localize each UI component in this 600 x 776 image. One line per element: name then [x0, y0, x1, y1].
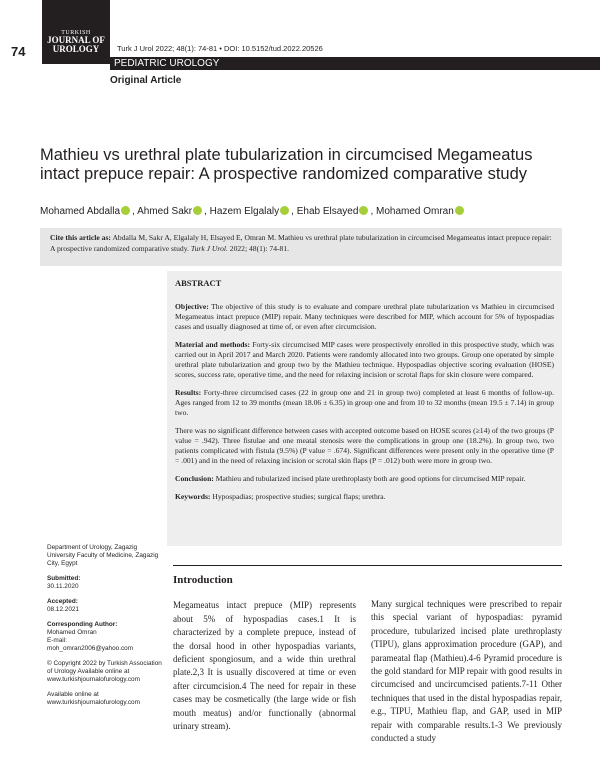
abstract-conclusion [175, 474, 554, 484]
accepted-label: Accepted: [47, 598, 78, 605]
keywords-label: Keywords: [175, 492, 211, 501]
abstract-results-2: There was no significant difference between cases with accepted outcome based on HOSE scores (≥14) of the two groups (P value = .942). Three fistulae and one meatal stenosis were the complications in group one (18.2%). In group two, two patients complicated with fistula (9.5%) (P value = .674). Significant differences were present only in the operative time (P = .001) and in the need of relaxing incision or scrotal skin flaps (P = .012) both were more in group two. [175, 426, 554, 465]
body-column-right [371, 598, 562, 745]
orcid-icon[interactable] [193, 206, 202, 215]
cite-journal: Turk J Urol. [190, 244, 228, 253]
conclusion-label: Conclusion: [175, 474, 214, 483]
section-bar: PEDIATRIC UROLOGY [110, 57, 600, 70]
keywords-text: Hypospadias; prospective studies; surgical flaps; urethra. [212, 492, 386, 501]
logo-line-1: TURKISH [61, 30, 91, 36]
results-text: Forty-three circumcised cases (22 in group one and 21 in group two) completed at least 6 months of follow-up. Ages ranged from 12 to 39 months (mean 18.06 ± 6.35) in group one and from 10 to 32 months (mean 19.5 ± 7.14) in group two. [175, 388, 554, 417]
logo-line-2: JOURNAL OF [47, 35, 105, 45]
author-name[interactable]: Mohamed Abdalla [40, 206, 121, 217]
body-column-left [173, 574, 356, 733]
copyright-notice: © Copyright 2022 by Turkish Association of Urology Available online at www.turkishjournalofurology.com [47, 660, 162, 683]
corresponding-label: Corresponding Author: [47, 621, 118, 628]
article-sidebar [47, 544, 165, 714]
introduction-paragraph-2: Many surgical techniques were prescribed to repair this special variant of hypospadias: pyramid procedure, tubularized incised plate urethroplasty (TIPU), glans approximation procedure (GAP), and parameatal flap (Mathieu).4-6 Pyramid procedure is the gold standard for MIP repair with good results in circumcised and uncircumcised patients.7-11 Other techniques that used in the distal hypospadias repair, e.g., TIPU, Mathieu flap, and GAP, used in MIP repair with comparable results.1-3 We previously conducted a study [371, 599, 562, 744]
abstract-results [175, 388, 554, 418]
cite-text: Abdalla M, Sakr A, Elgalaly H, Elsayed E, Omran M. Mathieu vs urethral plate tubularization in circumcised Megameatus intact prepuce repair: A prospective randomized comparative study. [50, 233, 552, 253]
orcid-icon[interactable] [455, 206, 464, 215]
page-number: 74 [11, 44, 26, 59]
results-label: Results: [175, 388, 202, 397]
conclusion-text: Mathieu and tubularized incised plate urethroplasty both are good options for circumcised MIP repair. [215, 474, 526, 483]
journal-logo [42, 0, 110, 64]
corresponding-author-block [47, 621, 165, 653]
accepted-block [47, 598, 165, 614]
article-title: Mathieu vs urethral plate tubularization in circumcised Megameatus intact prepuce repair: A prospective randomized comparative study [40, 146, 533, 183]
abstract-objective [175, 302, 554, 332]
affiliation: Department of Urology, Zagazig University Faculty of Medicine, Zagazig City, Egypt [47, 544, 159, 567]
abstract-heading: ABSTRACT [175, 278, 222, 288]
available-online: Available online at www.turkishjournalofurology.com [47, 691, 140, 706]
logo-line-3: UROLOGY [52, 44, 100, 54]
author-list: Mohamed Abdalla , Ahmed Sakr , Hazem Elgalaly , Ehab Elsayed , Mohamed Omran [40, 206, 560, 217]
author-name[interactable]: Mohamed Omran [376, 206, 454, 217]
cite-tail: 2022; 48(1): 74-81. [229, 244, 290, 253]
accepted-date: 08.12.2021 [47, 606, 79, 613]
methods-label: Material and methods: [175, 340, 250, 349]
introduction-heading: Introduction [173, 574, 233, 586]
corresponding-name: Mohamed Omran [47, 629, 97, 636]
cite-label: Cite this article as: [50, 233, 111, 242]
submitted-block [47, 575, 165, 591]
journal-citation: Turk J Urol 2022; 48(1): 74-81 • DOI: 10.5152/tud.2022.20526 [117, 44, 323, 53]
email-link[interactable]: moh_omran2006@yahoo.com [47, 645, 134, 652]
introduction-paragraph-1: Megameatus intact prepuce (MIP) represents about 5% of hypospadias cases.1 It is characterized by a complete prepuce, instead of the dorsal hood in other hypospadias variants, deficient spongiosum, and a wide thin urethral plate.2,3 It is usually discovered at time or even after circumcision.4 The need for repair in these cases may be cosmetically (the large wide or fish mouth meatus) and/or functionally (abnormal urinary stream). [173, 600, 356, 732]
orcid-icon[interactable] [280, 206, 289, 215]
submitted-date: 30.11.2020 [47, 583, 79, 590]
abstract-methods [175, 340, 554, 380]
abstract-keywords [175, 492, 554, 502]
submitted-label: Submitted: [47, 575, 81, 582]
section-divider [173, 565, 562, 566]
orcid-icon[interactable] [359, 206, 368, 215]
abstract-box [167, 271, 562, 546]
author-name[interactable]: Ehab Elsayed [296, 206, 359, 217]
author-name[interactable]: Hazem Elgalaly [209, 206, 280, 217]
email-label: E-mail: [47, 637, 67, 644]
orcid-icon[interactable] [121, 206, 130, 215]
objective-text: The objective of this study is to evaluate and compare urethral plate tubularization vs Mathieu in circumcised Megameatus intact prepuce (MIP) repair. Many techniques were described for MIP, which account for 5% of hypospadias cases and usually diagnosed at time of, or even after circumcision. [175, 302, 554, 331]
objective-label: Objective: [175, 302, 209, 311]
author-name[interactable]: Ahmed Sakr [137, 206, 193, 217]
article-type: Original Article [110, 75, 182, 86]
methods-text: Forty-six circumcised MIP cases were prospectively enrolled in this prospective study, which was carried out in April 2017 and March 2020. Patients were randomly allocated into two groups. Group one operated by simple urethral plate tubularization and group two by the Mathieu technique. Hypospadias objective scoring evaluation (HOSE) scores, success rate, operative time, and the need for relaxing incision or scrotal flaps for skin closure were compared. [175, 340, 554, 379]
cite-this-article-box [40, 228, 562, 266]
